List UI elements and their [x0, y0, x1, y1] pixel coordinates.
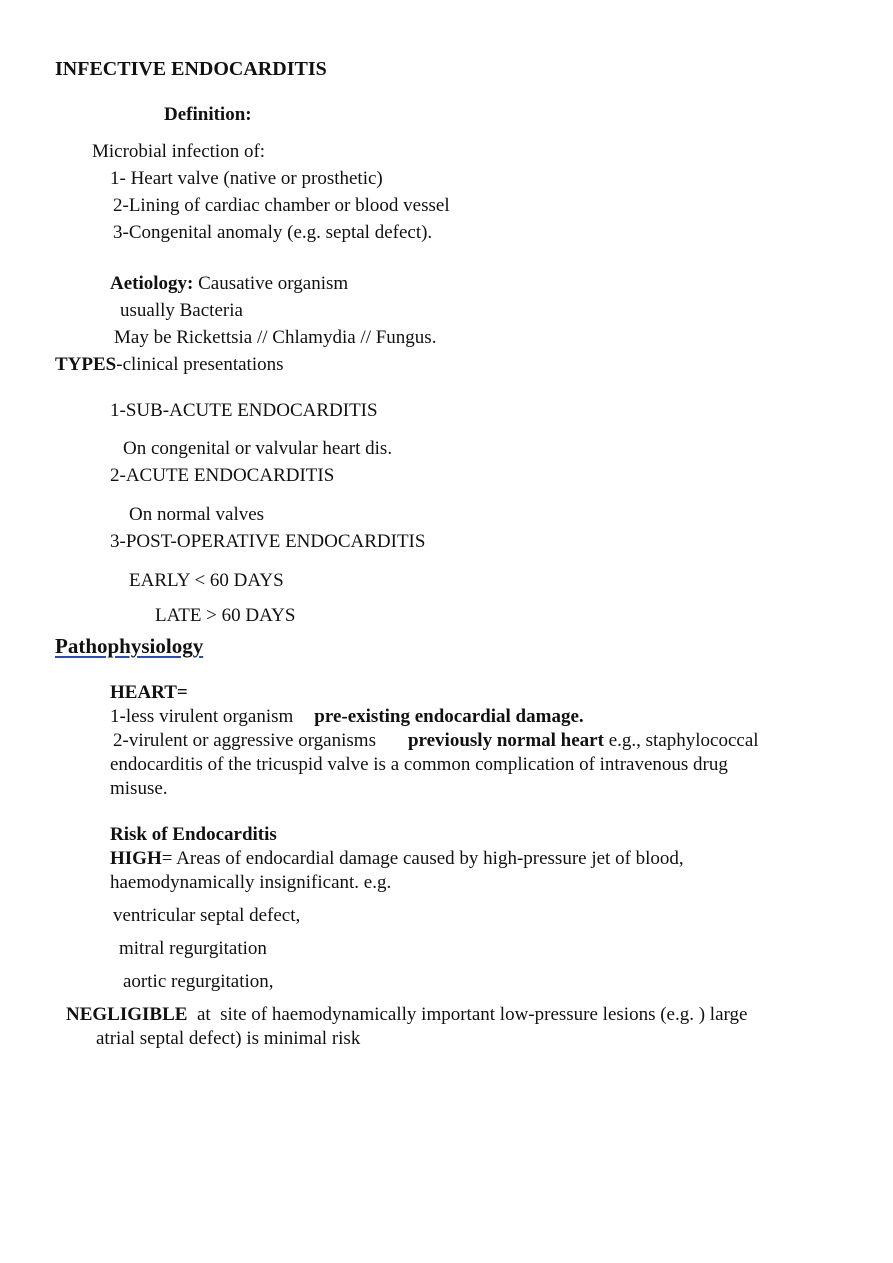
type-postop-late: LATE > 60 DAYS	[155, 605, 296, 626]
aetiology-line-2: usually Bacteria	[120, 300, 243, 321]
risk-high-text: = Areas of endocardial damage caused by high-pressure jet of blood,	[161, 848, 684, 869]
risk-example-3: aortic regurgitation,	[123, 971, 274, 992]
patho-line-3: endocarditis of the tricuspid valve is a common complication of intravenous drug	[110, 754, 728, 775]
patho-line-4: misuse.	[110, 778, 168, 799]
type-subacute: 1-SUB-ACUTE ENDOCARDITIS	[110, 400, 378, 421]
definition-item-3: 3-Congenital anomaly (e.g. septal defect).	[113, 222, 433, 243]
aetiology-label: Aetiology:	[110, 273, 194, 294]
patho-line-2-a: 2-virulent or aggressive organisms	[113, 730, 376, 751]
types-label: TYPES	[55, 354, 117, 375]
patho-line-1-b: pre-existing endocardial damage.	[314, 706, 584, 727]
aetiology-line	[110, 272, 348, 296]
types-text: -clinical presentations	[116, 354, 284, 375]
type-postop: 3-POST-OPERATIVE ENDOCARDITIS	[110, 531, 426, 552]
risk-negligible-label: NEGLIGIBLE	[66, 1004, 188, 1025]
type-acute-note: On normal valves	[129, 504, 265, 525]
patho-line-2-b: previously normal heart	[407, 730, 604, 751]
risk-high-label: HIGH	[110, 848, 162, 869]
type-acute: 2-ACUTE ENDOCARDITIS	[110, 465, 335, 486]
risk-example-1: ventricular septal defect,	[113, 905, 301, 926]
patho-line-2	[113, 729, 759, 753]
patho-line-2-c: e.g., staphylococcal	[603, 730, 759, 751]
definition-intro: Microbial infection of:	[92, 141, 266, 162]
document-title: INFECTIVE ENDOCARDITIS	[55, 58, 327, 80]
risk-negligible-text: at site of haemodynamically important low-pressure lesions (e.g. ) large	[187, 1004, 748, 1025]
risk-example-2: mitral regurgitation	[119, 938, 267, 959]
risk-negligible-line-2: atrial septal defect) is minimal risk	[96, 1028, 361, 1049]
types-line	[55, 353, 284, 377]
risk-negligible-line	[66, 1003, 747, 1027]
risk-high-line	[110, 847, 684, 871]
type-postop-early: EARLY < 60 DAYS	[129, 570, 284, 591]
patho-line-1-a: 1-less virulent organism	[110, 706, 294, 727]
patho-line-1	[110, 705, 584, 729]
definition-item-2: 2-Lining of cardiac chamber or blood vessel	[113, 195, 450, 216]
pathophysiology-heading: Pathophysiology	[55, 634, 204, 658]
definition-item-1: 1- Heart valve (native or prosthetic)	[110, 168, 383, 189]
aetiology-text: Causative organism	[193, 273, 349, 294]
heart-label: HEART=	[110, 682, 188, 703]
risk-heading: Risk of Endocarditis	[110, 824, 277, 845]
risk-high-line-2: haemodynamically insignificant. e.g.	[110, 872, 392, 893]
type-subacute-note: On congenital or valvular heart dis.	[123, 438, 393, 459]
definition-heading: Definition:	[164, 104, 252, 125]
aetiology-line-3: May be Rickettsia // Chlamydia // Fungus.	[114, 327, 437, 348]
